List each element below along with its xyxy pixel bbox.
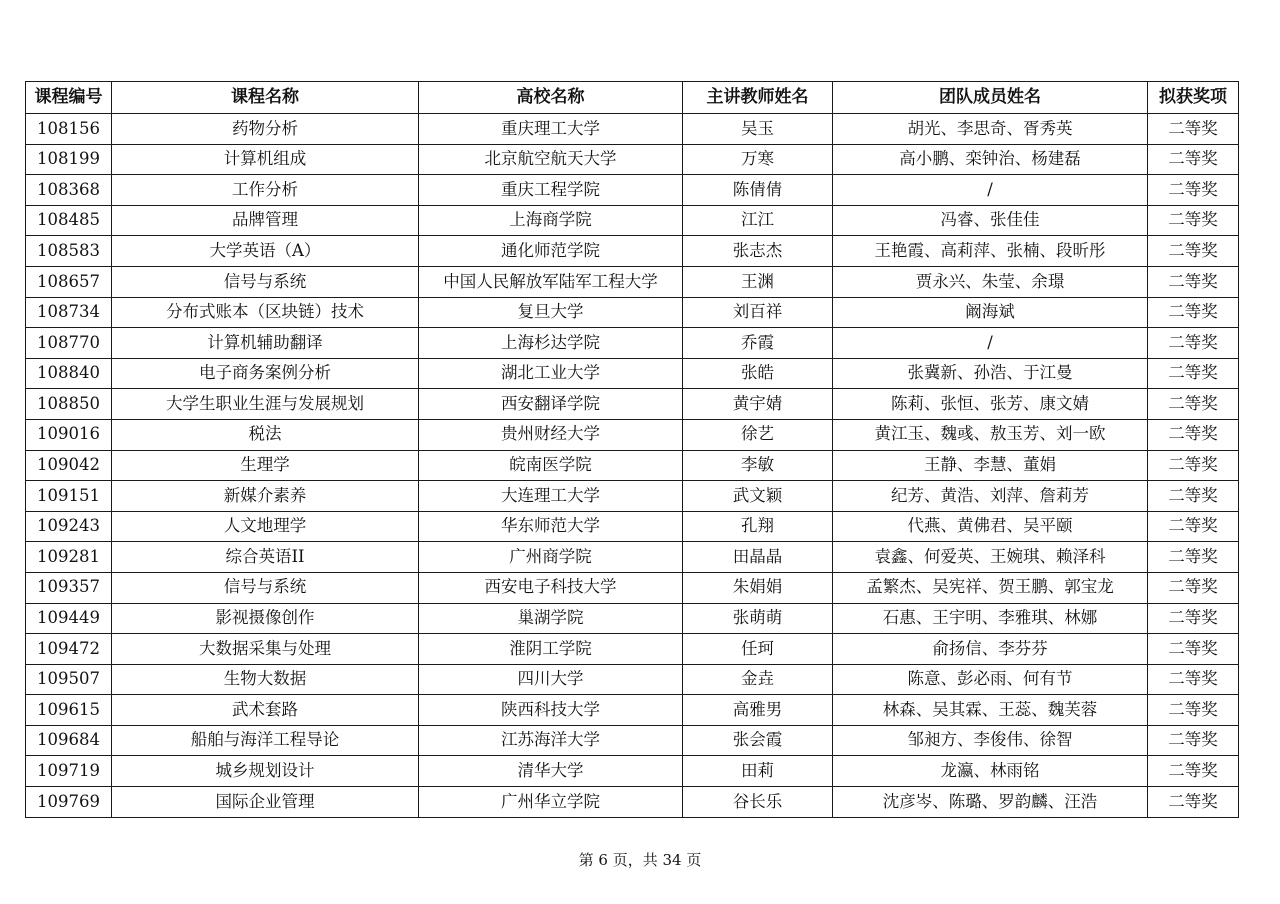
cell-lead-teacher: 万寒 xyxy=(683,144,833,175)
cell-lead-teacher: 李敏 xyxy=(683,450,833,481)
cell-university-name: 重庆工程学院 xyxy=(419,175,683,206)
cell-university-name: 陕西科技大学 xyxy=(419,695,683,726)
cell-team-members: 袁鑫、何爱英、王婉琪、赖泽科 xyxy=(833,542,1148,573)
cell-team-members: / xyxy=(833,328,1148,359)
cell-lead-teacher: 任珂 xyxy=(683,634,833,665)
cell-team-members: 林森、吴其霖、王蕊、魏芙蓉 xyxy=(833,695,1148,726)
cell-university-name: 广州商学院 xyxy=(419,542,683,573)
cell-award: 二等奖 xyxy=(1148,634,1239,665)
cell-lead-teacher: 吴玉 xyxy=(683,114,833,145)
cell-team-members: 冯睿、张佳佳 xyxy=(833,205,1148,236)
table-row xyxy=(26,144,1239,175)
cell-university-name: 湖北工业大学 xyxy=(419,358,683,389)
cell-course-id: 108657 xyxy=(26,266,112,297)
cell-lead-teacher: 田晶晶 xyxy=(683,542,833,573)
cell-team-members: 沈彦岑、陈璐、罗韵麟、汪浩 xyxy=(833,787,1148,818)
cell-course-name: 计算机辅助翻译 xyxy=(112,328,419,359)
table-row xyxy=(26,481,1239,512)
cell-team-members: 张冀新、孙浩、于江曼 xyxy=(833,358,1148,389)
cell-lead-teacher: 张志杰 xyxy=(683,236,833,267)
table-row xyxy=(26,664,1239,695)
cell-award: 二等奖 xyxy=(1148,572,1239,603)
cell-course-name: 生物大数据 xyxy=(112,664,419,695)
cell-award: 二等奖 xyxy=(1148,389,1239,420)
cell-university-name: 巢湖学院 xyxy=(419,603,683,634)
cell-award: 二等奖 xyxy=(1148,266,1239,297)
cell-team-members: 陈意、彭必雨、何有节 xyxy=(833,664,1148,695)
cell-course-id: 109449 xyxy=(26,603,112,634)
cell-course-name: 城乡规划设计 xyxy=(112,756,419,787)
cell-course-name: 国际企业管理 xyxy=(112,787,419,818)
cell-team-members: 王静、李慧、董娟 xyxy=(833,450,1148,481)
table-row xyxy=(26,603,1239,634)
table-row xyxy=(26,236,1239,267)
cell-lead-teacher: 孔翔 xyxy=(683,511,833,542)
cell-award: 二等奖 xyxy=(1148,236,1239,267)
cell-university-name: 清华大学 xyxy=(419,756,683,787)
table-row xyxy=(26,511,1239,542)
header-row xyxy=(26,82,1239,114)
cell-lead-teacher: 金垚 xyxy=(683,664,833,695)
cell-team-members: 俞扬信、李芬芬 xyxy=(833,634,1148,665)
cell-award: 二等奖 xyxy=(1148,144,1239,175)
cell-university-name: 江苏海洋大学 xyxy=(419,725,683,756)
table-row xyxy=(26,787,1239,818)
cell-course-id: 108583 xyxy=(26,236,112,267)
cell-lead-teacher: 乔霞 xyxy=(683,328,833,359)
cell-course-name: 综合英语II xyxy=(112,542,419,573)
cell-university-name: 四川大学 xyxy=(419,664,683,695)
cell-course-name: 人文地理学 xyxy=(112,511,419,542)
cell-lead-teacher: 徐艺 xyxy=(683,419,833,450)
cell-course-name: 船舶与海洋工程导论 xyxy=(112,725,419,756)
cell-course-name: 电子商务案例分析 xyxy=(112,358,419,389)
cell-award: 二等奖 xyxy=(1148,511,1239,542)
cell-university-name: 华东师范大学 xyxy=(419,511,683,542)
table-row xyxy=(26,419,1239,450)
table-header xyxy=(26,82,1239,114)
cell-course-id: 109151 xyxy=(26,481,112,512)
cell-lead-teacher: 张萌萌 xyxy=(683,603,833,634)
cell-course-id: 109615 xyxy=(26,695,112,726)
cell-university-name: 通化师范学院 xyxy=(419,236,683,267)
header-university-name: 高校名称 xyxy=(419,82,683,114)
cell-university-name: 西安电子科技大学 xyxy=(419,572,683,603)
cell-course-name: 生理学 xyxy=(112,450,419,481)
cell-course-id: 109243 xyxy=(26,511,112,542)
cell-award: 二等奖 xyxy=(1148,756,1239,787)
cell-award: 二等奖 xyxy=(1148,664,1239,695)
header-award: 拟获奖项 xyxy=(1148,82,1239,114)
cell-course-id: 109357 xyxy=(26,572,112,603)
cell-university-name: 贵州财经大学 xyxy=(419,419,683,450)
cell-course-id: 109769 xyxy=(26,787,112,818)
cell-team-members: 石惠、王宇明、李雅琪、林娜 xyxy=(833,603,1148,634)
table-row xyxy=(26,297,1239,328)
cell-course-id: 109281 xyxy=(26,542,112,573)
cell-lead-teacher: 田莉 xyxy=(683,756,833,787)
cell-award: 二等奖 xyxy=(1148,481,1239,512)
cell-team-members: 孟繁杰、吴宪祥、贺王鹏、郭宝龙 xyxy=(833,572,1148,603)
cell-team-members: 龙瀛、林雨铭 xyxy=(833,756,1148,787)
cell-course-id: 108199 xyxy=(26,144,112,175)
cell-course-name: 工作分析 xyxy=(112,175,419,206)
cell-course-id: 109472 xyxy=(26,634,112,665)
cell-course-id: 108840 xyxy=(26,358,112,389)
table-row xyxy=(26,450,1239,481)
cell-team-members: 王艳霞、高莉萍、张楠、段昕彤 xyxy=(833,236,1148,267)
page-footer: 第 6 页，共 34 页 xyxy=(578,851,702,869)
cell-course-id: 108156 xyxy=(26,114,112,145)
cell-course-id: 109042 xyxy=(26,450,112,481)
cell-lead-teacher: 王渊 xyxy=(683,266,833,297)
cell-award: 二等奖 xyxy=(1148,328,1239,359)
cell-course-name: 新媒介素养 xyxy=(112,481,419,512)
cell-lead-teacher: 黄宇婧 xyxy=(683,389,833,420)
cell-university-name: 淮阴工学院 xyxy=(419,634,683,665)
cell-course-name: 税法 xyxy=(112,419,419,450)
cell-university-name: 中国人民解放军陆军工程大学 xyxy=(419,266,683,297)
cell-award: 二等奖 xyxy=(1148,787,1239,818)
table-row xyxy=(26,572,1239,603)
cell-award: 二等奖 xyxy=(1148,695,1239,726)
cell-course-name: 影视摄像创作 xyxy=(112,603,419,634)
cell-award: 二等奖 xyxy=(1148,175,1239,206)
cell-team-members: 高小鹏、栾钟治、杨建磊 xyxy=(833,144,1148,175)
cell-course-name: 武术套路 xyxy=(112,695,419,726)
cell-course-id: 109719 xyxy=(26,756,112,787)
cell-award: 二等奖 xyxy=(1148,450,1239,481)
cell-course-id: 109507 xyxy=(26,664,112,695)
cell-award: 二等奖 xyxy=(1148,419,1239,450)
cell-lead-teacher: 高雅男 xyxy=(683,695,833,726)
table-row xyxy=(26,205,1239,236)
cell-university-name: 重庆理工大学 xyxy=(419,114,683,145)
table-row xyxy=(26,114,1239,145)
cell-team-members: 贾永兴、朱莹、余璟 xyxy=(833,266,1148,297)
cell-university-name: 上海杉达学院 xyxy=(419,328,683,359)
cell-team-members: / xyxy=(833,175,1148,206)
cell-course-name: 信号与系统 xyxy=(112,266,419,297)
cell-team-members: 代燕、黄佛君、吴平颐 xyxy=(833,511,1148,542)
table-row xyxy=(26,328,1239,359)
cell-course-name: 药物分析 xyxy=(112,114,419,145)
cell-course-name: 品牌管理 xyxy=(112,205,419,236)
cell-award: 二等奖 xyxy=(1148,205,1239,236)
cell-award: 二等奖 xyxy=(1148,542,1239,573)
cell-course-id: 108485 xyxy=(26,205,112,236)
cell-course-id: 109016 xyxy=(26,419,112,450)
cell-course-name: 分布式账本（区块链）技术 xyxy=(112,297,419,328)
cell-course-name: 信号与系统 xyxy=(112,572,419,603)
cell-award: 二等奖 xyxy=(1148,358,1239,389)
cell-lead-teacher: 陈倩倩 xyxy=(683,175,833,206)
cell-course-id: 108734 xyxy=(26,297,112,328)
cell-course-name: 计算机组成 xyxy=(112,144,419,175)
cell-lead-teacher: 武文颖 xyxy=(683,481,833,512)
cell-award: 二等奖 xyxy=(1148,725,1239,756)
cell-university-name: 上海商学院 xyxy=(419,205,683,236)
header-course-id: 课程编号 xyxy=(26,82,112,114)
table-row xyxy=(26,542,1239,573)
cell-course-name: 大数据采集与处理 xyxy=(112,634,419,665)
cell-lead-teacher: 朱娟娟 xyxy=(683,572,833,603)
table-row xyxy=(26,634,1239,665)
header-course-name: 课程名称 xyxy=(112,82,419,114)
cell-course-name: 大学生职业生涯与发展规划 xyxy=(112,389,419,420)
header-team-members: 团队成员姓名 xyxy=(833,82,1148,114)
awards-table xyxy=(25,81,1239,818)
table-body xyxy=(26,114,1239,818)
cell-university-name: 北京航空航天大学 xyxy=(419,144,683,175)
cell-course-id: 109684 xyxy=(26,725,112,756)
cell-team-members: 陈莉、张恒、张芳、康文婧 xyxy=(833,389,1148,420)
cell-course-id: 108770 xyxy=(26,328,112,359)
table-row xyxy=(26,756,1239,787)
cell-team-members: 阚海斌 xyxy=(833,297,1148,328)
cell-lead-teacher: 张会霞 xyxy=(683,725,833,756)
cell-award: 二等奖 xyxy=(1148,114,1239,145)
header-lead-teacher: 主讲教师姓名 xyxy=(683,82,833,114)
cell-team-members: 纪芳、黄浩、刘萍、詹莉芳 xyxy=(833,481,1148,512)
cell-lead-teacher: 江江 xyxy=(683,205,833,236)
cell-team-members: 黄江玉、魏彧、敖玉芳、刘一欧 xyxy=(833,419,1148,450)
cell-award: 二等奖 xyxy=(1148,297,1239,328)
cell-university-name: 复旦大学 xyxy=(419,297,683,328)
table-row xyxy=(26,695,1239,726)
cell-course-id: 108850 xyxy=(26,389,112,420)
cell-team-members: 邹昶方、李俊伟、徐智 xyxy=(833,725,1148,756)
cell-university-name: 广州华立学院 xyxy=(419,787,683,818)
cell-course-id: 108368 xyxy=(26,175,112,206)
cell-university-name: 西安翻译学院 xyxy=(419,389,683,420)
cell-award: 二等奖 xyxy=(1148,603,1239,634)
table-row xyxy=(26,266,1239,297)
table-row xyxy=(26,358,1239,389)
cell-university-name: 大连理工大学 xyxy=(419,481,683,512)
cell-team-members: 胡光、李思奇、胥秀英 xyxy=(833,114,1148,145)
table-row xyxy=(26,389,1239,420)
table-row xyxy=(26,175,1239,206)
cell-course-name: 大学英语（A） xyxy=(112,236,419,267)
cell-lead-teacher: 谷长乐 xyxy=(683,787,833,818)
table-row xyxy=(26,725,1239,756)
cell-lead-teacher: 刘百祥 xyxy=(683,297,833,328)
cell-university-name: 皖南医学院 xyxy=(419,450,683,481)
cell-lead-teacher: 张皓 xyxy=(683,358,833,389)
